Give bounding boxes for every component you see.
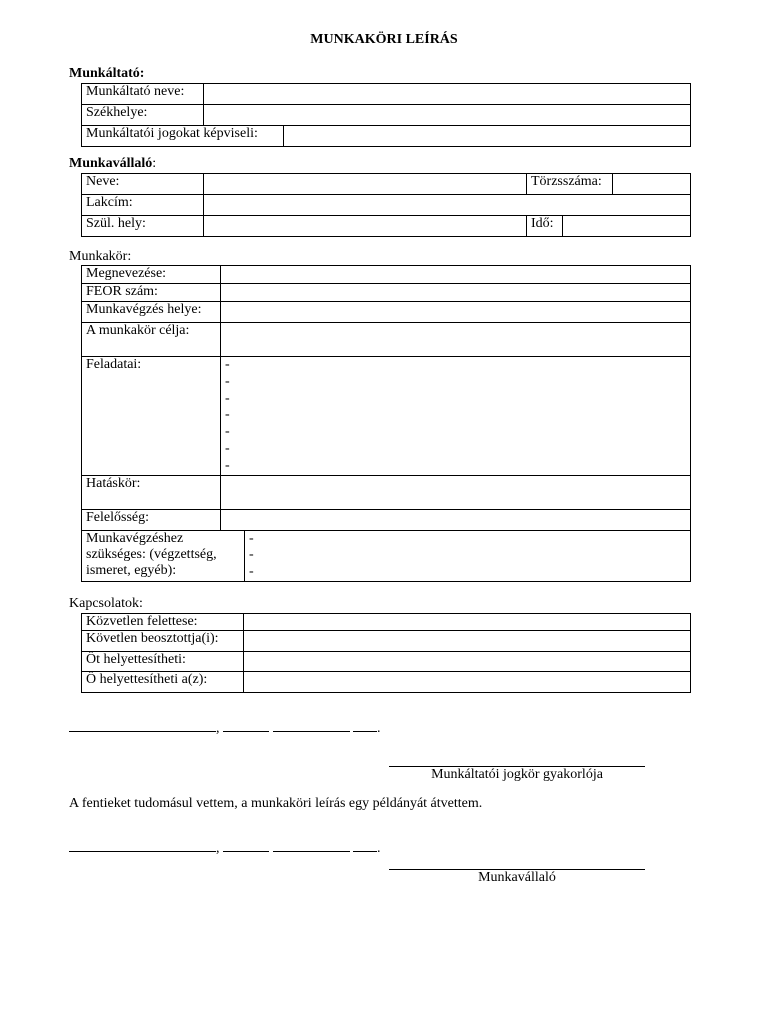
employee-heading-colon: : [152, 156, 157, 171]
job-feor-field[interactable] [221, 284, 691, 302]
employer-place-date-line[interactable] [69, 719, 381, 737]
employee-heading [69, 156, 156, 172]
year-blank[interactable] [223, 719, 269, 732]
job-heading: Munkakör: [69, 249, 132, 264]
month-blank[interactable] [273, 719, 350, 732]
contacts-heading: Kapcsolatok: [69, 596, 143, 611]
employer-representative-field[interactable] [284, 126, 691, 147]
employee-table [81, 173, 691, 237]
requirement-item: - [249, 564, 254, 580]
job-feor-label: FEOR szám: [82, 284, 221, 302]
employee-time-field[interactable] [563, 216, 691, 237]
contacts-subordinate-label: Követlen beosztottja(i): [82, 631, 244, 652]
job-responsibility-field[interactable] [221, 509, 691, 530]
task-item: - [225, 457, 230, 473]
contacts-superior-label: Közvetlen felettese: [82, 614, 244, 631]
comma: , [216, 841, 220, 856]
job-workplace-field[interactable] [221, 302, 691, 323]
job-title-label: Megnevezése: [82, 266, 221, 284]
place-blank[interactable] [69, 839, 216, 852]
job-tasks-list[interactable] [221, 357, 691, 476]
task-item: - [225, 357, 230, 372]
comma: , [216, 721, 220, 736]
task-item: - [225, 407, 230, 423]
job-purpose-label: A munkakör célja: [82, 323, 221, 357]
employer-signature[interactable] [389, 766, 645, 783]
employee-heading-text: Munkavállaló [69, 156, 153, 171]
period: . [377, 841, 381, 856]
contacts-substitutes-label: Ő helyettesítheti a(z): [82, 672, 244, 693]
day-blank[interactable] [353, 839, 377, 852]
employee-birthplace-label: Szül. hely: [82, 216, 204, 237]
employee-time-label: Idő: [527, 216, 563, 237]
contacts-superior-field[interactable] [244, 614, 691, 631]
contacts-can-substitute-field[interactable] [244, 652, 691, 672]
employee-signature-caption: Munkavállaló [478, 870, 556, 885]
employee-signature[interactable] [389, 869, 645, 886]
employee-place-date-line[interactable] [69, 839, 381, 857]
page-title: MUNKAKÖRI LEÍRÁS [310, 32, 458, 47]
job-requirements-label: Munkavégzéshez szükséges: (végzettség, ismeret, egyéb): [82, 530, 245, 581]
employee-name-label: Neve: [82, 174, 204, 195]
employee-registry-field[interactable] [613, 174, 691, 195]
year-blank[interactable] [223, 839, 269, 852]
contacts-table [81, 613, 691, 693]
employer-signature-caption: Munkáltatói jogkör gyakorlója [431, 767, 603, 782]
job-purpose-field[interactable] [221, 323, 691, 357]
job-title-field[interactable] [221, 266, 691, 284]
employee-name-field[interactable] [204, 174, 527, 195]
day-blank[interactable] [353, 719, 377, 732]
task-item: - [225, 390, 230, 406]
place-blank[interactable] [69, 719, 216, 732]
task-item: - [225, 373, 230, 389]
requirement-item: - [249, 530, 254, 546]
month-blank[interactable] [273, 839, 350, 852]
acknowledgement-text: A fentieket tudomásul vettem, a munkaköri leírás egy példányát átvettem. [69, 796, 483, 811]
job-workplace-label: Munkavégzés helye: [82, 302, 221, 323]
job-table [81, 265, 691, 582]
contacts-can-substitute-label: Őt helyettesítheti: [82, 652, 244, 672]
employer-name-label: Munkáltató neve: [82, 84, 204, 105]
period: . [377, 721, 381, 736]
contacts-subordinate-field[interactable] [244, 631, 691, 652]
employee-address-label: Lakcím: [82, 195, 204, 216]
employer-heading: Munkáltató: [69, 66, 145, 81]
employer-representative-label: Munkáltatói jogokat képviseli: [82, 126, 284, 147]
employer-name-field[interactable] [204, 84, 691, 105]
employee-address-field[interactable] [204, 195, 691, 216]
job-responsibility-label: Felelősség: [82, 509, 221, 530]
job-authority-label: Hatáskör: [82, 475, 221, 509]
task-item: - [225, 440, 230, 456]
job-authority-field[interactable] [221, 475, 691, 509]
requirement-item: - [249, 547, 254, 563]
employer-seat-label: Székhelye: [82, 105, 204, 126]
employer-seat-field[interactable] [204, 105, 691, 126]
employee-registry-label: Törzsszáma: [527, 174, 613, 195]
task-item: - [225, 424, 230, 440]
job-requirements-list[interactable] [245, 530, 691, 581]
employee-birthplace-field[interactable] [204, 216, 527, 237]
employer-table [81, 83, 691, 147]
contacts-substitutes-field[interactable] [244, 672, 691, 693]
job-tasks-label: Feladatai: [82, 357, 221, 476]
